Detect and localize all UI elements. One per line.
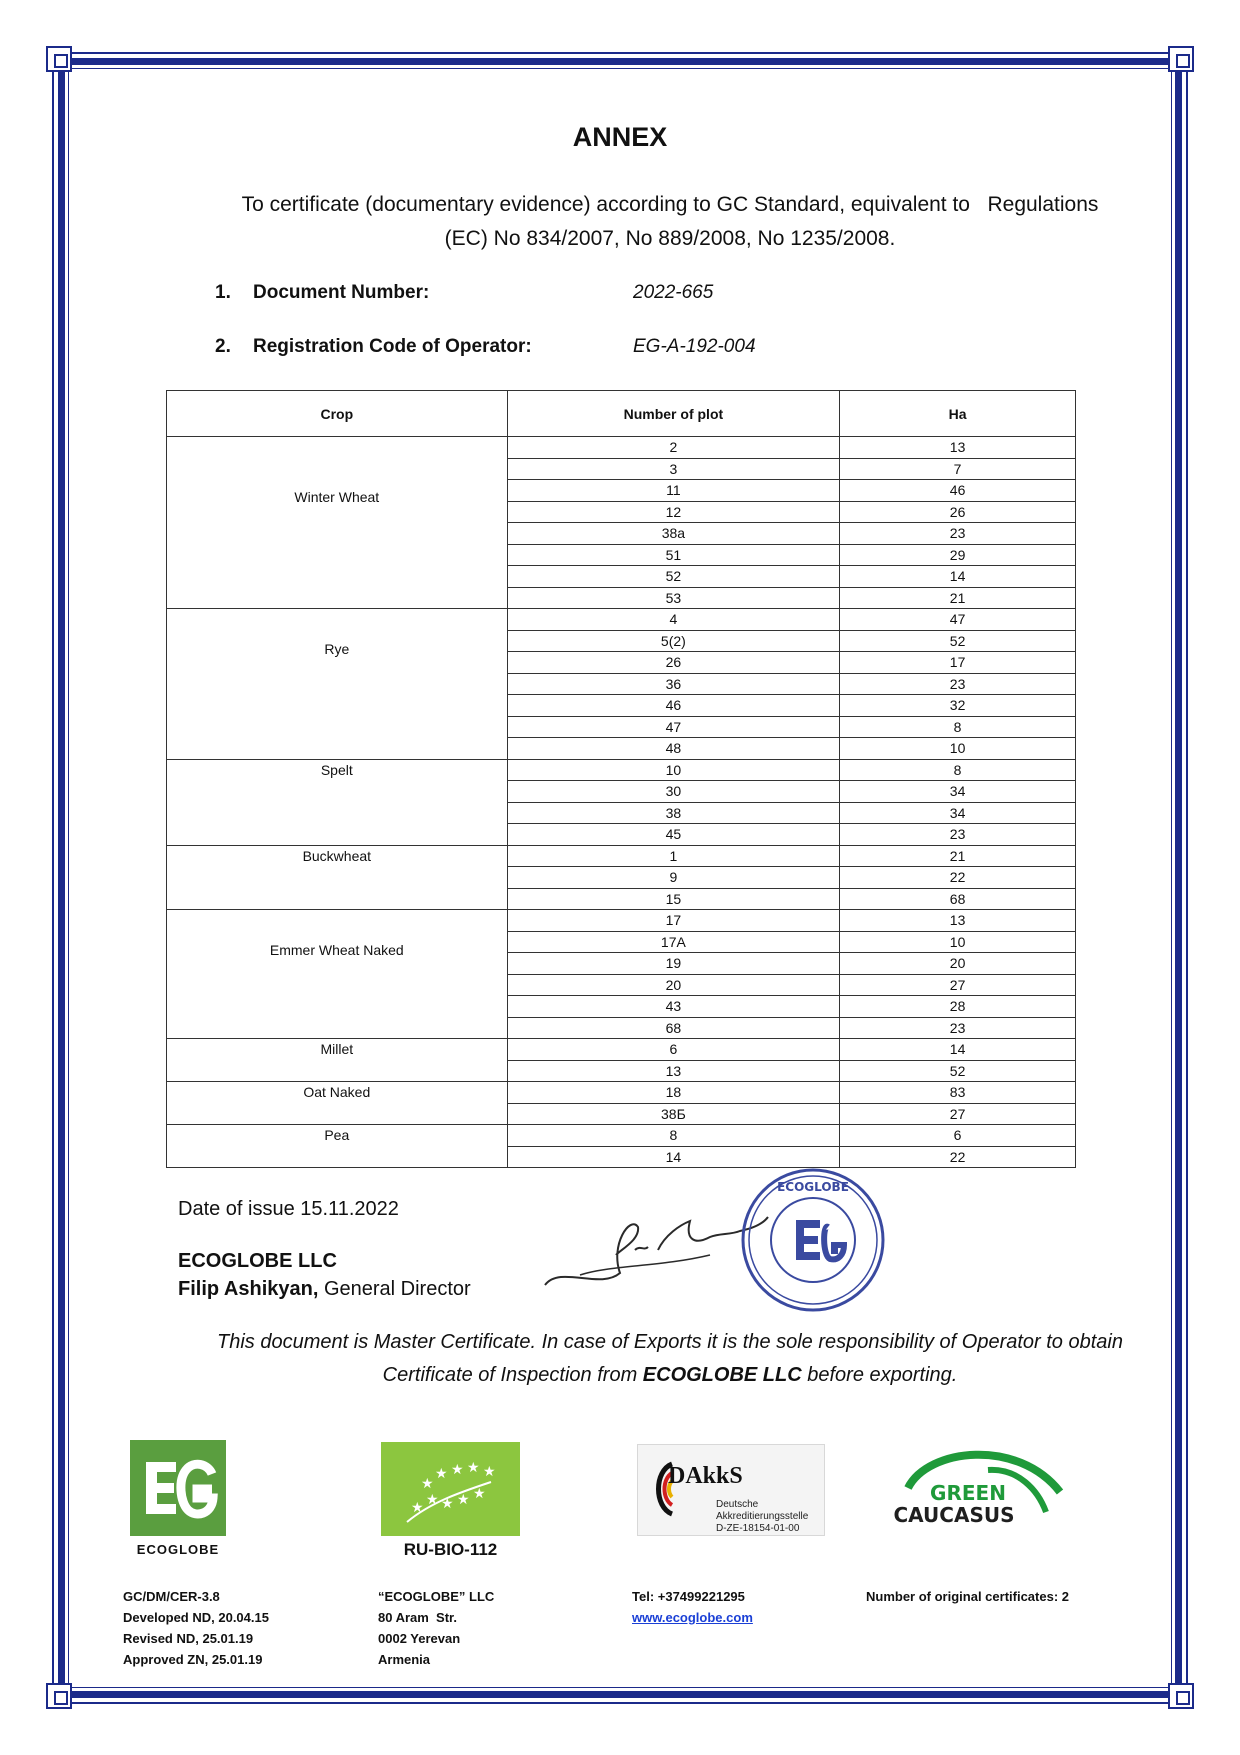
- hectare-cell: 8: [840, 759, 1076, 781]
- plot-number-cell: 13: [507, 1060, 840, 1082]
- table-row: [167, 759, 1076, 781]
- crop-name-cell: [167, 910, 508, 1039]
- plot-number-cell: 12: [507, 501, 840, 523]
- footer-contacts: [632, 1586, 753, 1628]
- svg-text:★: ★: [483, 1464, 496, 1480]
- plot-number-cell: 38: [507, 802, 840, 824]
- plot-number-cell: 51: [507, 544, 840, 566]
- plot-number-cell: 48: [507, 738, 840, 760]
- subtitle-line-2: (EC) No 834/2007, No 889/2008, No 1235/2008.: [444, 227, 896, 250]
- plot-number-cell: 9: [507, 867, 840, 889]
- crop-name-cell: [167, 845, 508, 910]
- master-certificate-notice: This document is Master Certificate. In case of Exports it is the sole responsibility of Operator to obtain Certificate of Inspection from ECOGLOBE LLC before exporting.: [217, 1331, 1123, 1386]
- crop-name: Spelt: [320, 761, 353, 778]
- green-caucasus-line-2: CAUCASUS: [893, 1503, 1015, 1527]
- hectare-cell: 27: [840, 1103, 1076, 1125]
- ecoglobe-logo-label: ECOGLOBE: [136, 1542, 220, 1557]
- hectare-cell: 52: [840, 1060, 1076, 1082]
- hectare-cell: 6: [840, 1125, 1076, 1147]
- dakks-name: DAkkS: [668, 1463, 743, 1489]
- hectare-cell: 21: [840, 587, 1076, 609]
- hectare-cell: 28: [840, 996, 1076, 1018]
- plot-number-cell: 1: [507, 845, 840, 867]
- plot-number-cell: 43: [507, 996, 840, 1018]
- dakks-line-1: Deutsche: [716, 1499, 759, 1510]
- dakks-line-3: D-ZE-18154-01-00: [716, 1523, 800, 1534]
- notice-company: ECOGLOBE LLC: [642, 1364, 802, 1386]
- column-header-plot: Number of plot: [507, 391, 840, 437]
- crop-name-cell: [167, 609, 508, 760]
- hectare-cell: 10: [840, 738, 1076, 760]
- plot-number-cell: 30: [507, 781, 840, 803]
- hectare-cell: 52: [840, 630, 1076, 652]
- registration-code-value: EG-A-192-004: [633, 336, 756, 357]
- stamp-text: ECOGLOBE: [777, 1180, 849, 1194]
- plot-number-cell: 3: [507, 458, 840, 480]
- director-name: Filip Ashikyan,: [178, 1278, 319, 1300]
- plot-number-cell: 46: [507, 695, 840, 717]
- column-header-ha: Ha: [840, 391, 1076, 437]
- plot-number-cell: 11: [507, 480, 840, 502]
- crop-name: Pea: [324, 1127, 350, 1143]
- plot-number-cell: 15: [507, 888, 840, 910]
- signature: [540, 1195, 770, 1295]
- svg-text:★: ★: [411, 1500, 424, 1516]
- document-number-value: 2022-665: [633, 282, 714, 303]
- table-row: [167, 910, 1076, 932]
- document-subtitle: [190, 188, 1150, 256]
- frame-corner-ornament: [46, 46, 72, 72]
- hectare-cell: 34: [840, 802, 1076, 824]
- hectare-cell: 22: [840, 1146, 1076, 1168]
- green-caucasus-logo: [868, 1440, 1068, 1540]
- hectare-cell: 27: [840, 974, 1076, 996]
- eu-organic-leaf-icon: [381, 1442, 520, 1536]
- hectare-cell: 47: [840, 609, 1076, 631]
- registration-code-label: 2. Registration Code of Operator:: [215, 336, 532, 357]
- plot-number-cell: 14: [507, 1146, 840, 1168]
- plot-number-cell: 47: [507, 716, 840, 738]
- green-caucasus-line-1: GREEN: [930, 1481, 1006, 1505]
- hectare-cell: 23: [840, 673, 1076, 695]
- ecoglobe-logo: [130, 1440, 226, 1536]
- director-title: General Director: [318, 1278, 471, 1300]
- hectare-cell: 23: [840, 523, 1076, 545]
- crop-name: Emmer Wheat Naked: [269, 942, 404, 958]
- hectare-cell: 8: [840, 716, 1076, 738]
- subtitle-line-1: To certificate (documentary evidence) according to GC Standard, equivalent to Regulations: [241, 193, 1099, 216]
- date-of-issue: Date of issue 15.11.2022: [178, 1198, 399, 1220]
- document-title: ANNEX: [572, 122, 668, 152]
- hectare-cell: 10: [840, 931, 1076, 953]
- hectare-cell: 13: [840, 910, 1076, 932]
- column-header-crop: Crop: [167, 391, 508, 437]
- table-row: [167, 1039, 1076, 1061]
- crop-name: Winter Wheat: [294, 489, 380, 505]
- crop-name: Millet: [320, 1041, 354, 1057]
- crop-name-cell: [167, 759, 508, 845]
- frame-corner-ornament: [46, 1683, 72, 1709]
- plot-number-cell: 36: [507, 673, 840, 695]
- plot-number-cell: 8: [507, 1125, 840, 1147]
- plot-number-cell: 2: [507, 437, 840, 459]
- frame-corner-ornament: [1168, 1683, 1194, 1709]
- plot-number-cell: 53: [507, 587, 840, 609]
- hectare-cell: 17: [840, 652, 1076, 674]
- ecoglobe-stamp: [738, 1165, 888, 1315]
- crops-table: [166, 390, 1076, 1168]
- crop-name: Oat Naked: [303, 1084, 371, 1100]
- document-number-label: 1. Document Number:: [215, 282, 430, 303]
- hectare-cell: 83: [840, 1082, 1076, 1104]
- dakks-logo: [637, 1444, 825, 1536]
- crop-name: Rye: [324, 641, 350, 657]
- plot-number-cell: 10: [507, 759, 840, 781]
- eu-organic-logo: [381, 1442, 520, 1536]
- hectare-cell: 23: [840, 1017, 1076, 1039]
- plot-number-cell: 5(2): [507, 630, 840, 652]
- plot-number-cell: 20: [507, 974, 840, 996]
- hectare-cell: 20: [840, 953, 1076, 975]
- table-row: [167, 609, 1076, 631]
- svg-text:★: ★: [457, 1492, 470, 1508]
- issuer-company: ECOGLOBE LLC: [178, 1250, 337, 1272]
- hectare-cell: 26: [840, 501, 1076, 523]
- svg-text:★: ★: [473, 1486, 486, 1502]
- footer-document-info: GC/DM/CER-3.8 Developed ND, 20.04.15 Revised ND, 25.01.19 Approved ZN, 25.01.19: [123, 1589, 269, 1667]
- hectare-cell: 32: [840, 695, 1076, 717]
- hectare-cell: 23: [840, 824, 1076, 846]
- plot-number-cell: 19: [507, 953, 840, 975]
- plot-number-cell: 38a: [507, 523, 840, 545]
- hectare-cell: 21: [840, 845, 1076, 867]
- table-row: [167, 845, 1076, 867]
- footer-phone: Tel: +37499221295: [632, 1589, 745, 1604]
- hectare-cell: 22: [840, 867, 1076, 889]
- crop-name-cell: [167, 437, 508, 609]
- frame-corner-ornament: [1168, 46, 1194, 72]
- svg-text:★: ★: [421, 1476, 434, 1492]
- footer-website-link[interactable]: www.ecoglobe.com: [632, 1610, 753, 1625]
- hectare-cell: 34: [840, 781, 1076, 803]
- hectare-cell: 29: [840, 544, 1076, 566]
- plot-number-cell: 17: [507, 910, 840, 932]
- svg-text:★: ★: [426, 1492, 439, 1508]
- svg-text:★: ★: [435, 1466, 448, 1482]
- hectare-cell: 13: [840, 437, 1076, 459]
- plot-number-cell: 6: [507, 1039, 840, 1061]
- dakks-line-2: Akkreditierungsstelle: [716, 1511, 809, 1522]
- ecoglobe-eg-icon: [130, 1440, 226, 1536]
- crop-name-cell: [167, 1082, 508, 1125]
- footer-address: “ECOGLOBE” LLC 80 Aram Str. 0002 Yerevan Armenia: [378, 1589, 495, 1667]
- plot-number-cell: 52: [507, 566, 840, 588]
- plot-number-cell: 38Б: [507, 1103, 840, 1125]
- svg-text:★: ★: [451, 1462, 464, 1478]
- plot-number-cell: 26: [507, 652, 840, 674]
- crop-name: Buckwheat: [302, 847, 372, 864]
- footer-original-count: Number of original certificates: 2: [866, 1589, 1069, 1604]
- table-row: [167, 1125, 1076, 1147]
- table-body: [167, 437, 1076, 1168]
- table-row: [167, 1082, 1076, 1104]
- plot-number-cell: 17A: [507, 931, 840, 953]
- svg-text:★: ★: [467, 1460, 480, 1476]
- director-line: [178, 1278, 471, 1301]
- crop-name-cell: [167, 1039, 508, 1082]
- plot-number-cell: 68: [507, 1017, 840, 1039]
- hectare-cell: 14: [840, 566, 1076, 588]
- plot-number-cell: 18: [507, 1082, 840, 1104]
- hectare-cell: 7: [840, 458, 1076, 480]
- crop-name-cell: [167, 1125, 508, 1168]
- plot-number-cell: 45: [507, 824, 840, 846]
- hectare-cell: 14: [840, 1039, 1076, 1061]
- hectare-cell: 46: [840, 480, 1076, 502]
- eu-organic-code: RU-BIO-112: [403, 1540, 498, 1559]
- hectare-cell: 68: [840, 888, 1076, 910]
- table-row: [167, 437, 1076, 459]
- svg-text:★: ★: [441, 1496, 454, 1512]
- table-header-row: [167, 391, 1076, 437]
- plot-number-cell: 4: [507, 609, 840, 631]
